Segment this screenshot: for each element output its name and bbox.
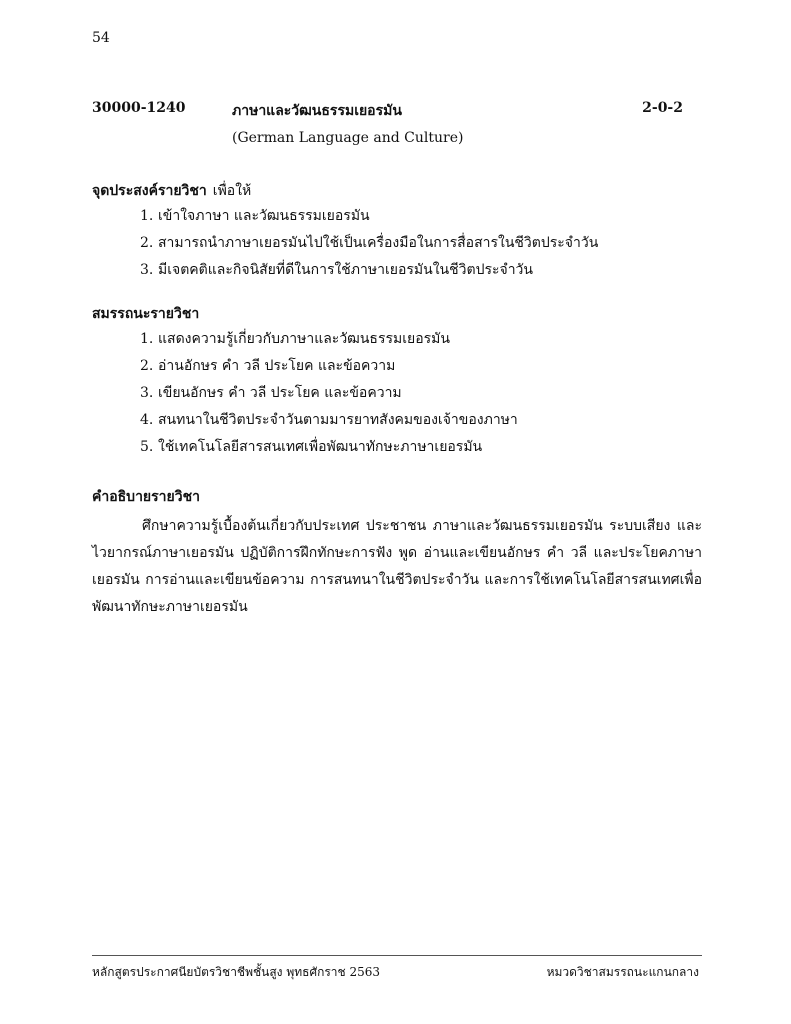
list-item [140, 329, 518, 356]
list-item-number: 3. [140, 385, 154, 401]
description-text: ศึกษาความรู้เบื้องต้นเกี่ยวกับประเทศ ประชาชน ภาษาและวัฒนธรรมเยอรมัน ระบบเสียง และไวยากรณ์ภาษาเยอรมัน ปฏิบัติการฝึกทักษะการฟัง พูด อ่านและเขียนอักษร คำ วลี และประโยคภาษาเยอรมัน การอ่านและเขียนข้อความ การสนทนาในชีวิตประจำวัน และการใช้เทคโนโลยีสารสนเทศเพื่อพัฒนาทักษะภาษาเยอรมัน [92, 518, 702, 615]
list-item-text: อ่านอักษร คำ วลี ประโยค และข้อความ [158, 358, 396, 374]
objectives-heading-text: จุดประสงค์รายวิชา [92, 183, 207, 199]
list-item-number: 1. [140, 208, 154, 224]
list-item [140, 437, 518, 464]
objectives-heading [92, 180, 251, 202]
list-item-number: 5. [140, 439, 154, 455]
list-item [140, 233, 598, 260]
list-item-text: สนทนาในชีวิตประจำวันตามมารยาทสังคมของเจ้าของภาษา [158, 412, 518, 428]
course-header [92, 100, 699, 124]
list-item [140, 356, 518, 383]
list-item-number: 2. [140, 358, 154, 374]
list-item-number: 2. [140, 235, 154, 251]
list-item-text: ใช้เทคโนโลยีสารสนเทศเพื่อพัฒนาทักษะภาษาเยอรมัน [158, 439, 483, 455]
list-item-text: แสดงความรู้เกี่ยวกับภาษาและวัฒนธรรมเยอรมัน [158, 331, 450, 347]
list-item-number: 1. [140, 331, 154, 347]
course-code: 30000-1240 [92, 100, 186, 116]
competencies-heading: สมรรถนะรายวิชา [92, 306, 200, 322]
list-item [140, 260, 598, 287]
list-item-text: เขียนอักษร คำ วลี ประโยค และข้อความ [158, 385, 402, 401]
course-title: ภาษาและวัฒนธรรมเยอรมัน [232, 103, 402, 119]
footer-category: หมวดวิชาสมรรถนะแกนกลาง [546, 965, 699, 979]
list-item-text: สามารถนำภาษาเยอรมันไปใช้เป็นเครื่องมือในการสื่อสารในชีวิตประจำวัน [158, 235, 599, 251]
course-credits: 2-0-2 [642, 100, 683, 116]
page-number: 54 [92, 30, 110, 46]
list-item [140, 383, 518, 410]
list-item [140, 410, 518, 437]
objectives-heading-suffix: เพื่อให้ [212, 183, 252, 199]
course-subtitle: (German Language and Culture) [232, 130, 464, 146]
competencies-list [140, 329, 518, 464]
list-item-number: 3. [140, 262, 154, 278]
description-heading: คำอธิบายรายวิชา [92, 489, 200, 505]
list-item-number: 4. [140, 412, 154, 428]
list-item-text: มีเจตคติและกิจนิสัยที่ดีในการใช้ภาษาเยอรมันในชีวิตประจำวัน [158, 262, 533, 278]
footer-divider [92, 955, 702, 956]
footer-curriculum: หลักสูตรประกาศนียบัตรวิชาชีพชั้นสูง พุทธศักราช 2563 [92, 965, 381, 979]
list-item [140, 206, 598, 233]
list-item-text: เข้าใจภาษา และวัฒนธรรมเยอรมัน [158, 208, 370, 224]
objectives-list [140, 206, 598, 287]
